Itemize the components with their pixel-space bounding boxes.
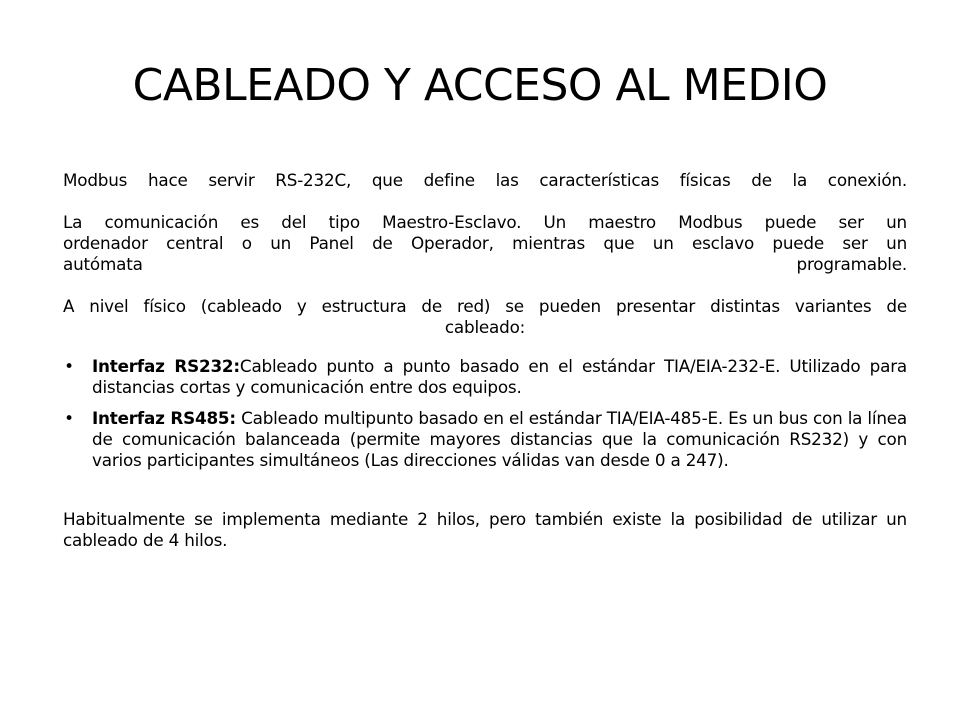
interface-list [63, 356, 907, 471]
rs485-label: Interfaz RS485: [92, 408, 236, 428]
paragraph-spacer [63, 275, 907, 296]
intro-paragraph: Modbus hace servir RS-232C, que define las características físicas de la conexión. [63, 170, 907, 190]
master-slave-line-1: La comunicación es del tipo Maestro-Esclavo. Un maestro Modbus puede ser un [63, 212, 907, 232]
master-slave-word-programable: programable. [796, 254, 907, 274]
physical-level-line-2: cableado: [444, 317, 526, 337]
rs485-text: Cableado multipunto basado en el estándar TIA/EIA-485-E. Es un bus con la línea de comunicación balanceada (permite mayores distancias que la comunicación RS232) y con varios participantes simultáneos (Las direcciones válidas van desde 0 a 247). [92, 408, 907, 470]
master-slave-line-2: ordenador central o un Panel de Operador, mientras que un esclavo puede ser un [63, 233, 907, 253]
bullet-icon: • [64, 356, 74, 376]
rs232-text: Cableado punto a punto basado en el estándar TIA/EIA-232-E. Utilizado para distancias cortas y comunicación entre dos equipos. [92, 356, 907, 397]
slide-body [63, 170, 907, 568]
master-slave-word-automata: autómata [63, 254, 143, 274]
physical-level-line-1: A nivel físico (cableado y estructura de red) se pueden presentar distintas variantes de [63, 296, 907, 316]
list-item-rs232 [63, 356, 907, 398]
paragraph-spacer [63, 191, 907, 212]
master-slave-line-3 [63, 254, 907, 275]
slide-title: CABLEADO Y ACCESO AL MEDIO [132, 60, 828, 111]
rs232-label: Interfaz RS232: [92, 356, 240, 376]
bullet-icon: • [64, 408, 74, 428]
list-item-rs485 [63, 408, 907, 471]
closing-paragraph: Habitualmente se implementa mediante 2 hilos, pero también existe la posibilidad de utilizar un cableado de 4 hilos. [63, 509, 907, 550]
